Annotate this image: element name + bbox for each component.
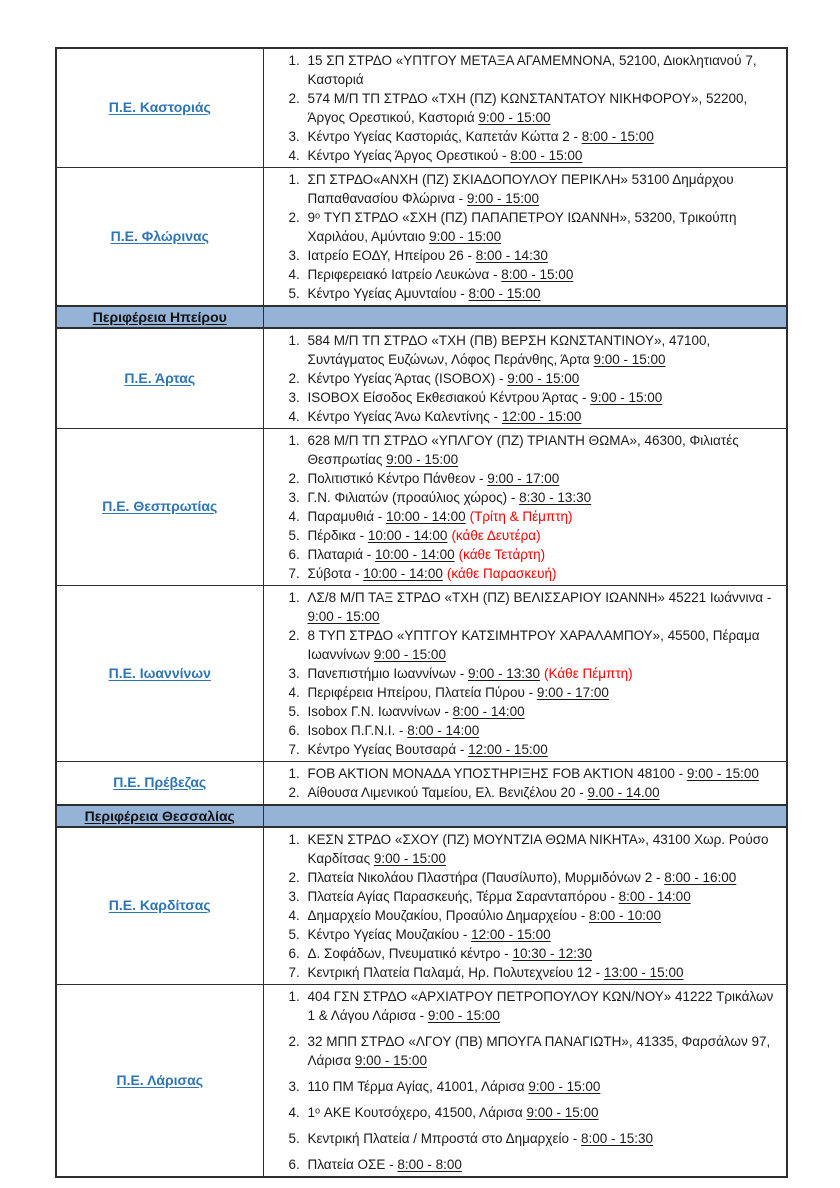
location-item [304,246,781,265]
location-item [304,469,781,488]
location-text: Αίθουσα Λιμενικού Ταμείου, Ελ. Βενιζέλου 20 - [307,785,588,800]
locations-cell [263,586,787,762]
location-item [304,331,781,369]
vaccination-schedule-table [55,47,788,1178]
location-text: Κέντρο Υγείας Βουτσαρά - [307,742,469,757]
location-hours: 8:00 - 14:00 [407,723,480,738]
location-text: Παραμυθιά - [307,509,387,524]
location-item [304,1103,781,1122]
location-item [304,507,781,526]
location-item [304,564,781,583]
location-item [304,783,781,802]
region-label: Π.Ε. Πρέβεζας [113,774,207,790]
region-row [56,328,787,429]
location-day-note: (Τρίτη & Πέμπτη) [469,509,573,524]
region-label-cell [56,48,263,168]
location-text: Κεντρική Πλατεία Παλαμά, Ηρ. Πολυτεχνείου 12 - [307,965,604,980]
location-hours: 9:00 - 17:00 [487,471,560,486]
location-hours: 9:00 - 15:00 [590,390,663,405]
location-item [304,407,781,426]
schedule-table-body [56,48,787,1177]
locations-cell [263,762,787,806]
location-item [304,127,781,146]
location-item [304,626,781,664]
location-hours: 9:00 - 13:30 [467,666,541,681]
location-text: 8 ΤΥΠ ΣΤΡΔΟ «ΥΠΤΓΟΥ ΚΑΤΣΙΜΗΤΡΟΥ ΧΑΡΑΛΑΜΠΟΥ», 45500, Πέραμα Ιωαννίνων [307,628,760,662]
location-hours: 12:00 - 15:00 [471,927,551,942]
location-text: Πλαταριά - [307,547,376,562]
locations-cell [263,168,787,307]
location-item [304,868,781,887]
section-header-label: Περιφέρεια Ηπείρου [92,309,227,325]
location-list [266,830,781,982]
location-text: Ιατρείο ΕΟΔΥ, Ηπείρου 26 - [307,248,476,263]
region-row [56,586,787,762]
location-item [304,545,781,564]
section-header-cell [56,805,263,827]
location-text: 32 ΜΠΠ ΣΤΡΔΟ «ΛΓΟΥ (ΠΒ) ΜΠΟΥΓΑ ΠΑΝΑΓΙΩΤΗ», 41335, Φαρσάλων 97, Λάρισα [307,1034,771,1068]
location-list [266,331,781,426]
location-text: Γ.Ν. Φιλιατών (προαύλιος χώρος) - [307,490,520,505]
location-text: 584 Μ/Π ΤΠ ΣΤΡΔΟ «ΤΧΗ (ΠΒ) ΒΕΡΣΗ ΚΩΝΣΤΑΝΤΙΝΟΥ», 47100, Συντάγματος Ευζώνων, Λόφος Περάνθης, Άρτα [307,333,711,367]
location-hours: 9:00 - 15:00 [429,229,502,244]
location-text: Πανεπιστήμιο Ιωαννίνων - [307,666,468,681]
location-item [304,170,781,208]
location-hours: 12:00 - 15:00 [501,409,582,424]
location-hours: 9:00 - 15:00 [386,452,459,467]
location-item [304,265,781,284]
location-item [304,721,781,740]
locations-cell [263,328,787,429]
region-row [56,827,787,985]
region-label-cell [56,429,263,586]
region-label-cell [56,827,263,985]
location-text: Πλατεία Αγίας Παρασκευής, Τέρμα Σαρανταπόρου - [307,889,619,904]
location-text: Κέντρο Υγείας Άνω Καλεντίνης - [307,409,502,424]
location-text: 628 Μ/Π ΤΠ ΣΤΡΔΟ «ΥΠΛΓΟΥ (ΠΖ) ΤΡΙΑΝΤΗ ΘΩΜΑ», 46300, Φιλιατές Θεσπρωτίας [307,433,739,467]
location-item [304,944,781,963]
location-text: ISOBOX Είσοδος Εκθεσιακού Κέντρου Άρτας - [307,390,591,405]
location-item [304,1032,781,1070]
location-text: 110 ΠΜ Τέρμα Αγίας, 41001, Λάρισα [307,1079,529,1094]
location-hours: 8:00 - 15:00 [468,286,541,301]
location-hours: 9:00 - 15:00 [686,766,759,781]
location-list [266,764,781,802]
location-hours: 8:00 - 15:00 [581,129,654,144]
region-label: Π.Ε. Λάρισας [116,1071,204,1088]
region-label-cell [56,586,263,762]
location-text: Περιφέρεια Ηπείρου, Πλατεία Πύρου - [307,685,537,700]
location-hours: 10:00 - 14:00 [367,528,448,543]
location-hours: 9.00 - 14.00 [587,785,660,800]
location-hours: 9:00 - 15:00 [528,1079,601,1094]
location-hours: 9:00 - 17:00 [536,685,609,700]
location-item [304,887,781,906]
location-hours: 9:00 - 15:00 [354,1053,427,1068]
location-text: Isobox Π.Γ.Ν.Ι. - [307,723,408,738]
location-hours: 8:00 - 8:00 [397,1157,462,1172]
location-text: Isobox Γ.Ν. Ιωαννίνων - [307,704,453,719]
location-day-note: (κάθε Παρασκευή) [446,566,557,581]
section-header-row [56,805,787,827]
location-hours: 10:00 - 14:00 [363,566,443,581]
location-item [304,431,781,469]
location-text: Πέρδικα - [307,528,368,543]
location-text: Πλατεία Νικολάου Πλαστήρα (Παυσίλυπο), Μυρμιδόνων 2 - [307,870,665,885]
region-label-cell [56,985,263,1178]
location-text: 574 Μ/Π ΤΠ ΣΤΡΔΟ «ΤΧΗ (ΠΖ) ΚΩΝΣΤΑΝΤΑΤΟΥ ΝΙΚΗΦΟΡΟΥ», 52200, Άργος Ορεστικού, Καστοριά [307,91,748,125]
location-item [304,1155,781,1174]
location-text: ΚΕΣΝ ΣΤΡΔΟ «ΣΧΟΥ (ΠΖ) ΜΟΥΝΤΖΙΑ ΘΩΜΑ ΝΙΚΗΤΑ», 43100 Χωρ. Ρούσο Καρδίτσας [307,832,769,866]
location-day-note: (Κάθε Πέμπτη) [544,666,633,681]
location-text: ΛΣ/8 Μ/Π ΤΑΞ ΣΤΡΔΟ «ΤΧΗ (ΠΖ) ΒΕΛΙΣΣΑΡΙΟΥ ΙΩΑΝΝΗ» 45221 Ιωάννινα - [307,590,772,605]
location-hours: 13:00 - 15:00 [603,965,684,980]
location-hours: 8:00 - 15:30 [580,1131,654,1146]
location-list [266,170,781,303]
section-header-spacer [263,805,787,827]
location-list [266,51,781,165]
location-hours: 8:30 - 13:30 [519,490,592,505]
location-text: 9ᵒ ΤΥΠ ΣΤΡΔΟ «ΣΧΗ (ΠΖ) ΠΑΠΑΠΕΤΡΟΥ ΙΩΑΝΝΗ», 53200, Τρικούπη Χαριλάου, Αμύνταιο [307,210,737,244]
location-list [266,588,781,759]
region-label: Π.Ε. Φλώρινας [110,227,209,244]
location-text: FOB AKTION ΜΟΝΑΔΑ ΥΠΟΣΤΗΡΙΞΗΣ FOB AKTION 48100 - [307,766,687,781]
location-day-note: (κάθε Τετάρτη) [458,547,546,562]
location-text: Κέντρο Υγείας Μουζακίου - [307,927,472,942]
location-text: Δ. Σοφάδων, Πνευματικό κέντρο - [307,946,513,961]
region-label-cell [56,762,263,806]
location-text: 404 ΓΣΝ ΣΤΡΔΟ «ΑΡΧΙΑΤΡΟΥ ΠΕΤΡΟΠΟΥΛΟΥ ΚΩΝ/ΝΟΥ» 41222 Τρικάλων 1 & Λάγου Λάρισα - [307,989,774,1023]
location-item [304,830,781,868]
region-row [56,429,787,586]
location-hours: 8:00 - 14:30 [475,248,548,263]
location-item [304,963,781,982]
locations-cell [263,985,787,1178]
location-item [304,1129,781,1148]
location-hours: 10:00 - 14:00 [386,509,466,524]
region-label: Π.Ε. Καρδίτσας [108,897,211,913]
location-item [304,925,781,944]
location-hours: 9:00 - 15:00 [526,1105,599,1120]
location-item [304,388,781,407]
location-text: Πλατεία ΟΣΕ - [307,1157,398,1172]
location-item [304,588,781,626]
location-hours: 9:00 - 15:00 [593,352,666,367]
location-hours: 9:00 - 15:00 [307,609,380,624]
section-header-spacer [263,306,787,328]
location-text: ΣΠ ΣΤΡΔΟ«ΑΝΧΗ (ΠΖ) ΣΚΙΑΔΟΠΟΥΛΟΥ ΠΕΡΙΚΛΗ» 53100 Δημάρχου Παπαθανασίου Φλώρινα - [307,172,734,206]
location-text: Δημαρχείο Μουζακίου, Προαύλιο Δημαρχείου - [307,908,589,923]
section-header-label: Περιφέρεια Θεσσαλίας [84,808,235,824]
location-list [266,987,781,1174]
region-label: Π.Ε. Άρτας [124,369,196,386]
region-row [56,48,787,168]
location-item [304,526,781,545]
location-item [304,740,781,759]
location-hours: 9:00 - 15:00 [478,110,551,125]
section-header-row [56,306,787,328]
location-text: Κέντρο Υγείας Άργος Ορεστικού - [307,148,511,163]
location-hours: 9:00 - 15:00 [373,851,446,866]
location-hours: 9:00 - 15:00 [466,191,539,206]
location-hours: 8:00 - 16:00 [664,870,737,885]
location-hours: 8:00 - 10:00 [588,908,662,923]
location-hours: 10:00 - 14:00 [375,547,455,562]
section-header-cell [56,306,263,328]
location-hours: 8:00 - 14:00 [618,889,691,904]
location-hours: 8:00 - 15:00 [510,148,583,163]
location-hours: 8:00 - 15:00 [501,267,574,282]
location-hours: 10:30 - 12:30 [512,946,593,961]
location-item [304,208,781,246]
location-item [304,664,781,683]
region-row [56,168,787,307]
region-label-cell [56,328,263,429]
region-label: Π.Ε. Καστοριάς [108,99,211,115]
location-hours: 9:00 - 15:00 [507,371,580,386]
location-item [304,284,781,303]
location-text: 1ᵒ ΑΚΕ Κουτσόχερο, 41500, Λάρισα [307,1105,527,1120]
location-item [304,89,781,127]
locations-cell [263,48,787,168]
location-item [304,51,781,89]
locations-cell [263,429,787,586]
location-item [304,1077,781,1096]
location-text: 15 ΣΠ ΣΤΡΔΟ «ΥΠΤΓΟΥ ΜΕΤΑΞΑ ΑΓΑΜΕΜΝΟΝΑ, 52100, Διοκλητιανού 7, Καστοριά [307,53,757,87]
region-label: Π.Ε. Ιωαννίνων [108,664,211,681]
location-day-note: (κάθε Δευτέρα) [451,528,541,543]
location-item [304,369,781,388]
location-item [304,146,781,165]
location-text: Κέντρο Υγείας Αμυνταίου - [307,286,469,301]
location-item [304,488,781,507]
location-item [304,683,781,702]
location-item [304,906,781,925]
location-text: Περιφερειακό Ιατρείο Λευκώνα - [307,267,502,282]
locations-cell [263,827,787,985]
location-text: Κέντρο Υγείας Καστοριάς, Καπετάν Κώττα 2 - [307,129,582,144]
location-text: Σύβοτα - [307,566,364,581]
location-list [266,431,781,583]
location-item [304,764,781,783]
location-hours: 9:00 - 15:00 [427,1008,500,1023]
location-text: Κέντρο Υγείας Άρτας (ISOBOX) - [307,371,508,386]
region-label: Π.Ε. Θεσπρωτίας [102,498,218,514]
location-item [304,987,781,1025]
region-label-cell [56,168,263,307]
region-row [56,985,787,1178]
location-hours: 9:00 - 15:00 [373,647,446,662]
location-text: Πολιτιστικό Κέντρο Πάνθεον - [307,471,488,486]
location-hours: 8:00 - 14:00 [452,704,525,719]
region-row [56,762,787,806]
location-text: Κεντρική Πλατεία / Μπροστά στο Δημαρχείο - [307,1131,581,1146]
location-item [304,702,781,721]
location-hours: 12:00 - 15:00 [468,742,548,757]
